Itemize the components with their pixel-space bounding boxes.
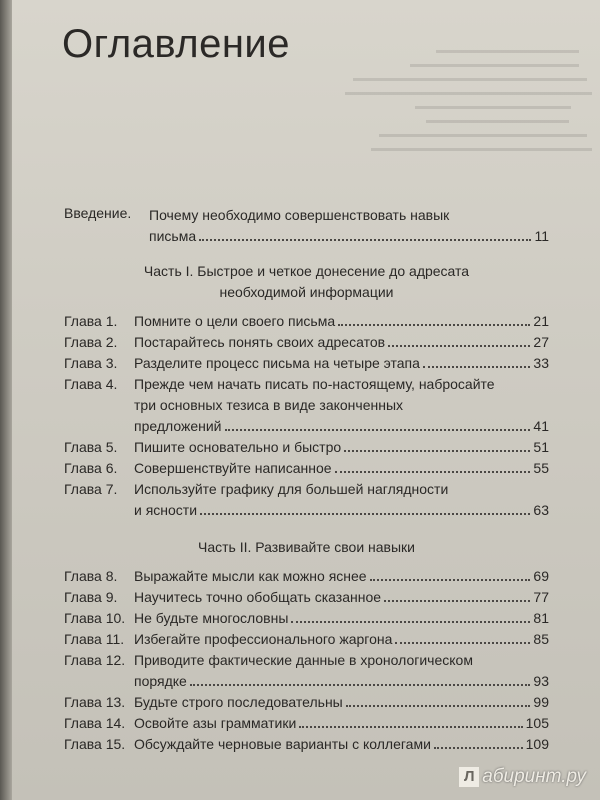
chapter-label: Глава 2.: [64, 334, 118, 350]
toc-entry: [64, 374, 549, 437]
dot-leader: [338, 324, 530, 326]
page-number: 27: [533, 334, 549, 350]
part-heading: Часть II. Развивайте свои навыки: [197, 539, 415, 555]
toc-entry: [64, 608, 549, 629]
chapter-label: Глава 14.: [64, 715, 126, 731]
chapter-title-line: три основных тезиса в виде законченных: [134, 397, 404, 413]
chapter-title-line: Не будьте многословны: [134, 610, 289, 626]
book-spine-edge: [0, 0, 12, 800]
chapter-label: Глава 5.: [64, 439, 118, 455]
chapter-title-line: Обсуждайте черновые варианты с коллегами: [134, 736, 431, 752]
dot-leader: [299, 726, 522, 728]
toc-entry: [64, 437, 549, 458]
chapter-label: Глава 7.: [64, 481, 118, 497]
toc-intro: [64, 205, 549, 247]
page-number: 69: [533, 568, 549, 584]
toc-entry: [64, 650, 549, 692]
chapter-title-line: предложений: [134, 418, 222, 434]
page-number: 33: [533, 355, 549, 371]
chapter-title-line: Будьте строго последовательны: [134, 694, 343, 710]
page-number: 85: [533, 631, 549, 647]
chapter-title-line: Пишите основательно и быстро: [134, 439, 342, 455]
toc-entry: [64, 566, 549, 587]
dot-leader: [388, 345, 530, 347]
page-number: 63: [533, 502, 549, 518]
chapter-title-line: Разделите процесс письма на четыре этапа: [134, 355, 420, 371]
dot-leader: [291, 621, 530, 623]
chapter-label: Глава 1.: [64, 313, 118, 329]
toc-entry: [64, 734, 549, 755]
intro-line: Почему необходимо совершенствовать навык: [149, 207, 450, 223]
dot-leader: [370, 579, 531, 581]
watermark-logo: Л абиринт.ру: [459, 766, 586, 788]
dot-leader: [200, 513, 530, 515]
dot-leader: [225, 429, 531, 431]
chapter-title-line: порядке: [134, 673, 187, 689]
page-title: Оглавление: [62, 22, 291, 66]
page-number: 105: [525, 715, 549, 731]
toc-entry: [64, 353, 549, 374]
toc-entry: [64, 713, 549, 734]
dot-leader: [344, 450, 530, 452]
page-number: 99: [533, 694, 549, 710]
chapter-label: Глава 6.: [64, 460, 118, 476]
chapter-label: Глава 11.: [64, 631, 125, 647]
chapter-title-line: Научитесь точно обобщать сказанное: [134, 589, 382, 605]
chapter-label: Глава 9.: [64, 589, 118, 605]
toc-entry: [64, 629, 549, 650]
part-heading: Часть I. Быстрое и четкое донесение до адресата необходимой информации: [143, 263, 470, 300]
page-number: 21: [533, 313, 549, 329]
page-number: 81: [533, 610, 549, 626]
intro-line: письма: [149, 228, 197, 244]
dot-leader: [395, 642, 530, 644]
chapter-label: Глава 13.: [64, 694, 126, 710]
dot-leader: [423, 366, 531, 368]
dot-leader: [384, 600, 530, 602]
chapter-title-line: Совершенствуйте написанное: [134, 460, 332, 476]
toc-entry: [64, 479, 549, 521]
chapter-label: Глава 15.: [64, 736, 126, 752]
page-number: 41: [533, 418, 549, 434]
toc-entry: [64, 332, 549, 353]
chapter-label: Глава 12.: [64, 652, 126, 668]
page-number: 109: [525, 736, 549, 752]
chapter-label: Глава 4.: [64, 376, 118, 392]
chapter-title-line: Избегайте профессионального жаргона: [134, 631, 393, 647]
table-of-contents: [64, 205, 549, 755]
chapter-title-line: и ясности: [134, 502, 198, 518]
toc-entry: [64, 587, 549, 608]
part1-chapters: [64, 311, 549, 521]
chapter-title-line: Выражайте мысли как можно яснее: [134, 568, 367, 584]
intro-label: Введение.: [64, 205, 132, 221]
book-page: [12, 0, 600, 800]
page-number: 93: [533, 673, 549, 689]
chapter-title-line: Освойте азы грамматики: [134, 715, 297, 731]
dot-leader: [190, 684, 531, 686]
chapter-title-line: Помните о цели своего письма: [134, 313, 336, 329]
dot-leader: [434, 747, 523, 749]
toc-entry: [64, 311, 549, 332]
chapter-title-line: Используйте графику для большей наглядности: [134, 481, 449, 497]
chapter-label: Глава 10.: [64, 610, 126, 626]
toc-entry: [64, 458, 549, 479]
bleed-through-text: [332, 50, 592, 200]
part2-chapters: [64, 566, 549, 755]
toc-entry: [64, 692, 549, 713]
chapter-label: Глава 8.: [64, 568, 118, 584]
dot-leader: [346, 705, 531, 707]
labirint-logo-icon: Л: [459, 767, 479, 787]
page-number: 77: [533, 589, 549, 605]
chapter-label: Глава 3.: [64, 355, 118, 371]
dot-leader: [199, 239, 531, 241]
chapter-title-line: Приводите фактические данные в хронологическом: [134, 652, 473, 668]
chapter-title-line: Постарайтесь понять своих адресатов: [134, 334, 386, 350]
chapter-title-line: Прежде чем начать писать по-настоящему, набросайте: [134, 376, 495, 392]
page-number: 55: [533, 460, 549, 476]
page-number: 11: [534, 228, 549, 244]
page-number: 51: [533, 439, 549, 455]
dot-leader: [335, 471, 531, 473]
